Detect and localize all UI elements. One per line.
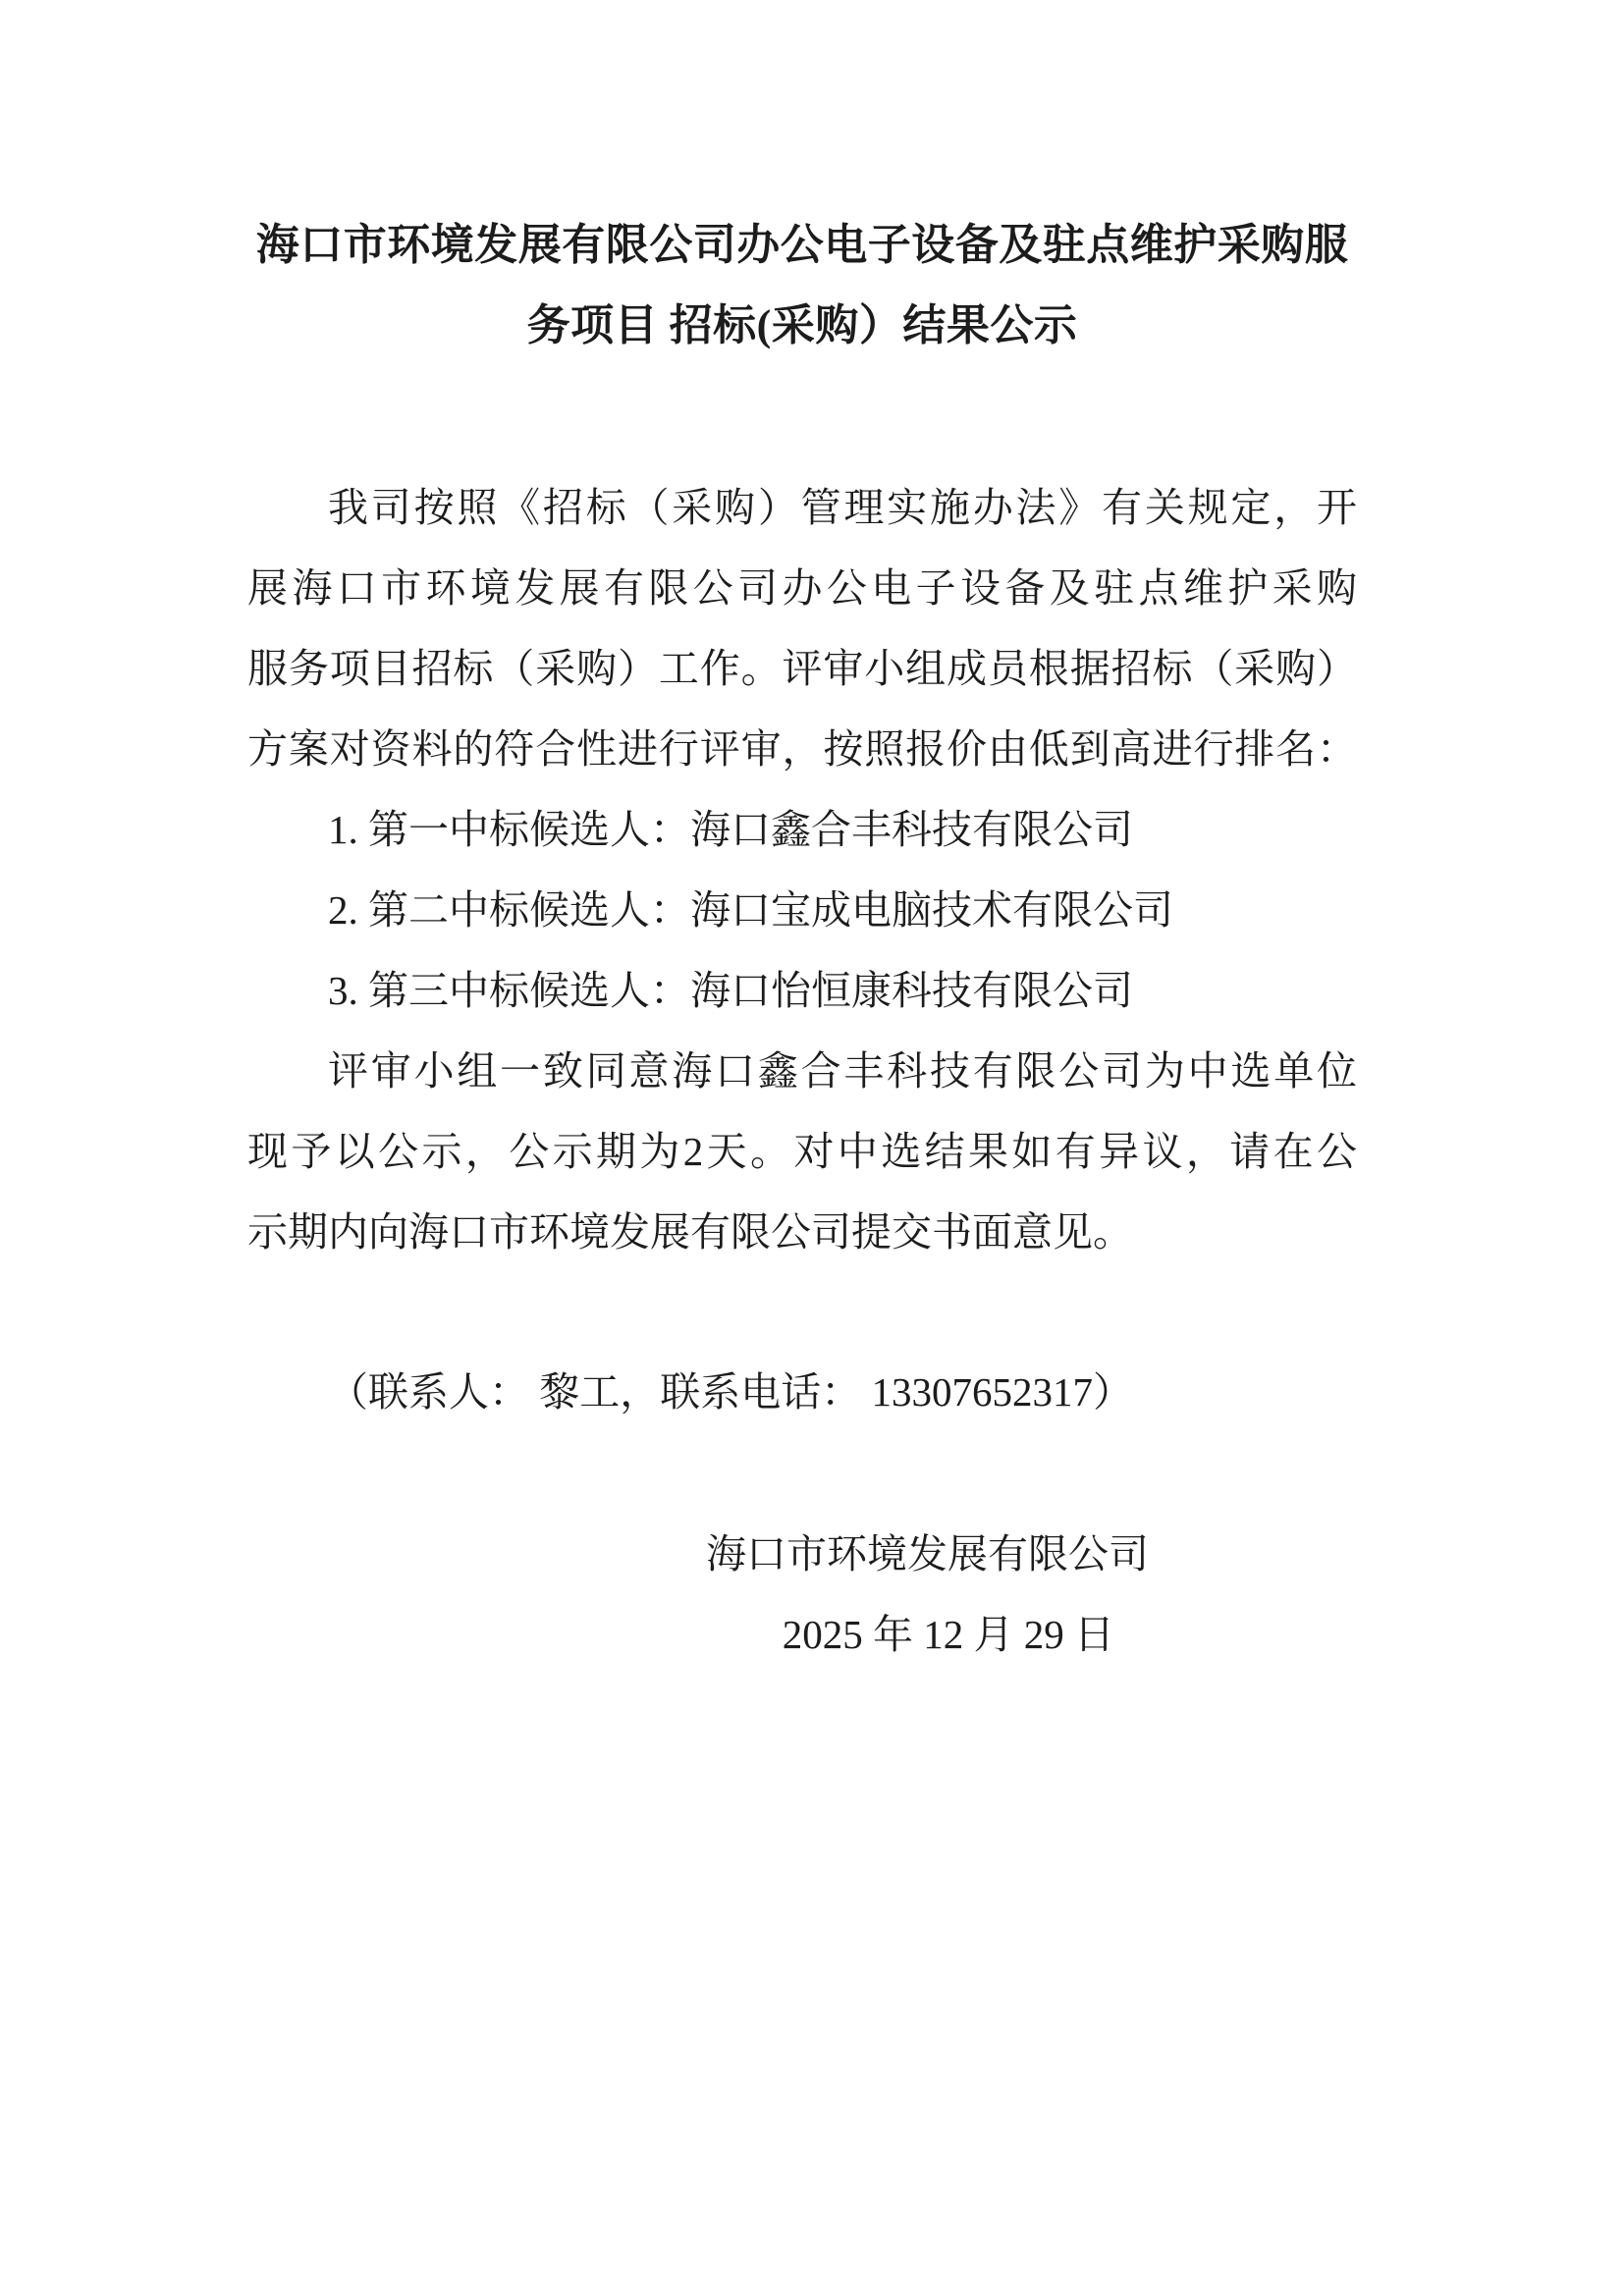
signature-date [247,1594,1357,1675]
contact-line: （联系人： 黎工，联系电话： 13307652317） [328,1369,1133,1415]
signature-block [247,1514,1357,1675]
document-title [247,205,1357,366]
paragraph-result [247,1031,1357,1272]
title-line-2: 务项目 招标(采购）结果公示 [526,301,1078,349]
candidate-list [247,789,1357,1031]
candidate-item-3: 3. 第三中标候选人：海口怡恒康科技有限公司 [328,968,1133,1013]
document-content [247,0,1357,1675]
signature-company-text: 海口市环境发展有限公司 [706,1531,1149,1576]
paragraph-intro-line-1: 我司按照《招标（采购）管理实施办法》有关规定，开 [328,485,1357,530]
title-line-1: 海口市环境发展有限公司办公电子设备及驻点维护采购服 [255,221,1349,269]
paragraph-result-line-3: 示期内向海口市环境发展有限公司提交书面意见。 [247,1209,1133,1255]
paragraph-result-line-2: 现予以公示，公示期为2天。对中选结果如有异议，请在公 [247,1129,1357,1174]
contact-info [247,1352,1357,1432]
candidate-item-1: 1. 第一中标候选人：海口鑫合丰科技有限公司 [328,807,1133,852]
paragraph-intro-line-2: 展海口市环境发展有限公司办公电子设备及驻点维护采购 [247,565,1357,611]
paragraph-intro [247,467,1357,789]
candidate-item-2: 2. 第二中标候选人：海口宝成电脑技术有限公司 [328,887,1173,933]
paragraph-result-line-1: 评审小组一致同意海口鑫合丰科技有限公司为中选单位 [328,1048,1357,1094]
paragraph-intro-line-3: 服务项目招标（采购）工作。评审小组成员根据招标（采购） [247,646,1357,691]
paragraph-intro-line-4: 方案对资料的符合性进行评审，按照报价由低到高进行排名： [247,726,1357,772]
signature-company [247,1514,1357,1594]
signature-date-text: 2025 年 12 月 29 日 [782,1612,1114,1657]
